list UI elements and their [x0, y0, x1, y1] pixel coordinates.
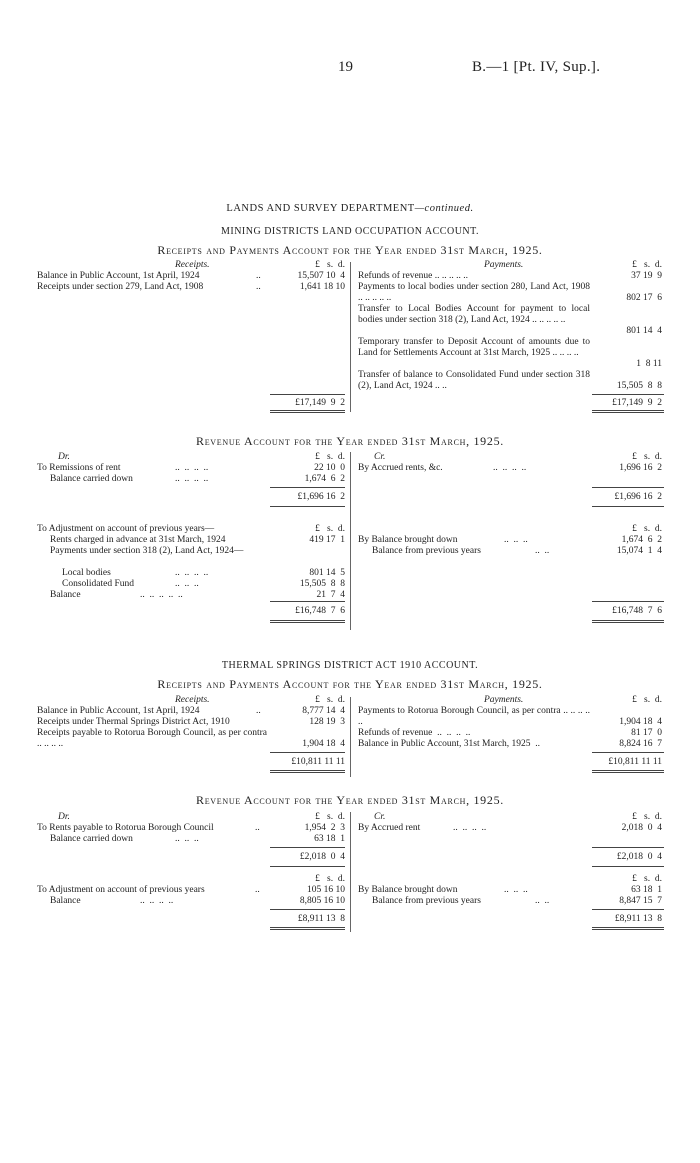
thermal-rev2-lsd-left: £ s. d.	[315, 874, 345, 884]
thermal-rev1-total-right: £2,018 0 4	[616, 852, 662, 862]
mining-rev1-rule-right	[592, 487, 664, 488]
mining-rev2-left-4-dots: .. .. .. ..	[175, 568, 209, 578]
thermal-rev2-left-2-dots: .. .. .. ..	[140, 896, 174, 906]
mining-account-title: MINING DISTRICTS LAND OCCUPATION ACCOUNT.	[220, 226, 479, 237]
thermal-receipt-1-amount: 8,777 14 4	[302, 706, 345, 716]
thermal-rp-rule-right	[592, 752, 664, 753]
thermal-rev2-total-right: £8,911 13 8	[614, 914, 662, 924]
mining-rev2-right-2-amount: 15,074 1 4	[616, 546, 662, 556]
mining-receipt-2-amount: 1,641 18 10	[299, 282, 345, 292]
thermal-rp-total-left: £10,811 11 11	[291, 757, 345, 767]
thermal-rev1-left-2-dots: .. .. ..	[175, 834, 199, 844]
thermal-rp-dbl-right	[592, 770, 664, 773]
thermal-payments-label: Payments.	[484, 695, 524, 705]
mining-rev2-left-2-text: Rents charged in advance at 31st March, 1924	[50, 535, 226, 545]
thermal-rev2-right-1-amount: 63 18 1	[631, 885, 662, 895]
mining-payment-4-text: Temporary transfer to Deposit Account of amounts due to Land for Settlements Account at 31st March, 1925 .. .. .. ..	[358, 337, 590, 358]
mining-rp-dbl-left	[270, 410, 345, 413]
mining-receipt-1-dots: ..	[256, 271, 261, 281]
thermal-rev1-right-1-text: By Accrued rent	[358, 823, 421, 833]
thermal-rev2-left-2-text: Balance	[50, 896, 81, 906]
thermal-rev-lsd-left: £ s. d.	[315, 812, 345, 822]
mining-rev2-right-1-dots: .. .. ..	[504, 535, 528, 545]
mining-rev1-left-2-amount: 1,674 6 2	[304, 474, 345, 484]
thermal-rev2-right-2-dots: .. ..	[535, 896, 550, 906]
mining-rev2-right-1-text: By Balance brought down	[358, 535, 458, 545]
mining-payments-label: Payments.	[484, 260, 524, 270]
mining-payment-1-amount: 37 19 9	[631, 271, 662, 281]
thermal-rev2-dbl-right	[592, 927, 664, 930]
thermal-dr-label: Dr.	[58, 812, 70, 822]
thermal-payments-lsd: £ s. d.	[632, 695, 662, 705]
thermal-rev2-left-2-amount: 8,805 16 10	[299, 896, 345, 906]
mining-receipt-2-text: Receipts under section 279, Land Act, 1908	[37, 282, 204, 292]
thermal-rev1-close-right	[592, 866, 664, 867]
thermal-receipts-lsd: £ s. d.	[315, 695, 345, 705]
department-name: LANDS AND SURVEY DEPARTMENT	[226, 203, 415, 214]
thermal-rev1-left-1-text: To Rents payable to Rotorua Borough Council	[37, 823, 214, 833]
thermal-rev1-left-2-amount: 63 18 1	[314, 834, 345, 844]
thermal-rev1-total-left: £2,018 0 4	[299, 852, 345, 862]
thermal-rev2-right-2-amount: 8,847 15 7	[619, 896, 662, 906]
mining-rev2-right-2-dots: .. ..	[535, 546, 550, 556]
thermal-payment-3-text: Balance in Public Account, 31st March, 1925 ..	[358, 739, 541, 749]
mining-rev1-right-1-dots: .. .. .. ..	[493, 463, 527, 473]
mining-payment-5-amount: 15,505 8 8	[616, 381, 662, 391]
mining-rp-heading: Receipts and Payments Account for the Year ended 31st March, 1925.	[157, 243, 543, 257]
page-number: 19	[338, 59, 353, 75]
thermal-rev2-left-1-amount: 105 16 10	[307, 885, 345, 895]
mining-rev-heading: Revenue Account for the Year ended 31st March, 1925.	[196, 434, 504, 448]
thermal-rev1-right-1-dots: .. .. .. ..	[453, 823, 487, 833]
department-suffix: —continued.	[414, 203, 474, 214]
mining-rev1-right-1-text: By Accrued rents, &c.	[358, 463, 443, 473]
thermal-rev-heading: Revenue Account for the Year ended 31st March, 1925.	[196, 793, 504, 807]
mining-receipt-2-dots: ..	[256, 282, 261, 292]
mining-cr-label: Cr.	[374, 452, 386, 462]
mining-rev-lsd-right: £ s. d.	[632, 452, 662, 462]
mining-rev-lsd-left: £ s. d.	[315, 452, 345, 462]
thermal-rev2-lsd-right: £ s. d.	[632, 874, 662, 884]
mining-payment-5-text: Transfer of balance to Consolidated Fund under section 318 (2), Land Act, 1924 .. ..	[358, 370, 590, 391]
thermal-payment-1-amount: 1,904 18 4	[619, 717, 662, 727]
thermal-rev2-right-1-dots: .. .. ..	[504, 885, 528, 895]
mining-rev2-left-6-amount: 21 7 4	[316, 590, 345, 600]
mining-payments-lsd: £ s. d.	[632, 260, 662, 270]
mining-rev2-left-2-amount: 419 17 1	[309, 535, 345, 545]
mining-rev2-left-6-text: Balance	[50, 590, 81, 600]
mining-rev1-rule-left	[270, 487, 345, 488]
mining-rev2-total-left: £16,748 7 6	[295, 606, 345, 616]
mining-rev2-left-3-text: Payments under section 318 (2), Land Act, 1924—	[50, 546, 244, 556]
mining-rev2-left-5-amount: 15,505 8 8	[299, 579, 345, 589]
mining-payment-3-amount: 801 14 4	[626, 326, 662, 336]
mining-receipt-1-text: Balance in Public Account, 1st April, 1924	[37, 271, 200, 281]
mining-payment-2-amount: 802 17 6	[626, 293, 662, 303]
mining-rev1-total-left: £1,696 16 2	[297, 492, 345, 502]
mining-payment-2-text: Payments to local bodies under section 280, Land Act, 1908 .. .. .. .. ..	[358, 282, 590, 303]
mining-rev1-close-left	[270, 506, 345, 507]
thermal-rev-lsd-right: £ s. d.	[632, 812, 662, 822]
thermal-rp-dbl-left	[270, 770, 345, 773]
thermal-receipt-2-text: Receipts under Thermal Springs District Act, 1910	[37, 717, 230, 727]
thermal-rp-rule-left	[270, 752, 345, 753]
thermal-rev2-right-1-text: By Balance brought down	[358, 885, 458, 895]
thermal-rev1-left-1-amount: 1,954 2 3	[304, 823, 345, 833]
mining-rev2-dbl-left	[270, 620, 345, 623]
thermal-rp-heading: Receipts and Payments Account for the Year ended 31st March, 1925.	[157, 677, 543, 691]
thermal-rp-divider	[350, 697, 351, 777]
thermal-receipt-3-text: Receipts payable to Rotorua Borough Council, as per contra .. .. .. ..	[37, 728, 267, 749]
mining-payment-4-amount: 1 8 11	[636, 359, 662, 369]
thermal-payment-2-text: Refunds of revenue .. .. .. ..	[358, 728, 471, 738]
thermal-rev1-rule-right	[592, 847, 664, 848]
mining-rev1-right-1-amount: 1,696 16 2	[619, 463, 662, 473]
thermal-rev2-left-1-text: To Adjustment on account of previous years	[37, 885, 205, 895]
mining-rp-dbl-right	[592, 410, 664, 413]
mining-rev1-left-1-dots: .. .. .. ..	[175, 463, 209, 473]
thermal-receipts-label: Receipts.	[175, 695, 210, 705]
mining-payment-1-text: Refunds of revenue .. .. .. .. ..	[358, 271, 469, 281]
thermal-rev1-close-left	[270, 866, 345, 867]
mining-rev2-rule-right	[592, 601, 664, 602]
mining-rp-total-left: £17,149 9 2	[295, 398, 345, 408]
thermal-rev2-total-left: £8,911 13 8	[297, 914, 345, 924]
thermal-payment-2-amount: 81 17 0	[631, 728, 662, 738]
mining-rev1-close-right	[592, 506, 664, 507]
mining-rev2-left-5-dots: .. .. ..	[175, 579, 199, 589]
mining-receipts-label: Receipts.	[175, 260, 210, 270]
thermal-rev-divider	[350, 812, 351, 932]
thermal-rev1-rule-left	[270, 847, 345, 848]
thermal-cr-label: Cr.	[374, 812, 386, 822]
thermal-rev1-left-1-dots: ..	[255, 823, 260, 833]
mining-payment-3-text: Transfer to Local Bodies Account for payment to local bodies under section 318 (2), Land Act, 1924 .. .. .. .. ..	[358, 304, 590, 325]
mining-rev2-left-1-text: To Adjustment on account of previous years—	[37, 524, 215, 534]
thermal-receipt-1-text: Balance in Public Account, 1st April, 1924	[37, 706, 200, 716]
mining-receipt-1-amount: 15,507 10 4	[297, 271, 345, 281]
thermal-receipt-3-amount: 1,904 18 4	[302, 739, 345, 749]
document-reference: B.—1 [Pt. IV, Sup.].	[472, 59, 601, 75]
mining-rev1-left-2-text: Balance carried down	[50, 474, 133, 484]
mining-rev2-left-5-text: Consolidated Fund	[62, 579, 135, 589]
department-title	[0, 203, 700, 214]
mining-receipts-lsd: £ s. d.	[315, 260, 345, 270]
mining-rev2-left-4-text: Local bodies	[62, 568, 111, 578]
mining-rp-total-right: £17,149 9 2	[612, 398, 662, 408]
mining-rev2-left-4-amount: 801 14 5	[309, 568, 345, 578]
mining-rev2-rule-left	[270, 601, 345, 602]
mining-rev2-lsd-right: £ s. d.	[632, 524, 662, 534]
mining-rev2-right-1-amount: 1,674 6 2	[621, 535, 662, 545]
mining-rev2-dbl-right	[592, 620, 664, 623]
thermal-payment-3-amount: 8,824 16 7	[619, 739, 662, 749]
thermal-rp-total-right: £10,811 11 11	[608, 757, 662, 767]
thermal-rev1-right-1-amount: 2,018 0 4	[621, 823, 662, 833]
mining-rev1-left-2-dots: .. .. .. ..	[175, 474, 209, 484]
thermal-receipt-1-dots: ..	[256, 706, 261, 716]
thermal-payment-1-text: Payments to Rotorua Borough Council, as per contra .. .. .. .. ..	[358, 706, 590, 727]
mining-rev2-left-6-dots: .. .. .. .. ..	[140, 590, 183, 600]
thermal-rev2-left-1-dots: ..	[255, 885, 260, 895]
thermal-rev2-rule-left	[270, 909, 345, 910]
mining-rev2-right-2-text: Balance from previous years	[372, 546, 481, 556]
thermal-rev2-dbl-left	[270, 927, 345, 930]
mining-rev2-lsd-left: £ s. d.	[315, 524, 345, 534]
mining-rev1-total-right: £1,696 16 2	[614, 492, 662, 502]
thermal-account-title: THERMAL SPRINGS DISTRICT ACT 1910 ACCOUNT.	[221, 660, 479, 671]
mining-rev1-left-1-text: To Remissions of rent	[37, 463, 121, 473]
mining-rp-rule-left	[270, 394, 345, 395]
mining-rev2-total-right: £16,748 7 6	[612, 606, 662, 616]
mining-rp-divider	[350, 262, 351, 412]
thermal-receipt-2-amount: 128 19 3	[309, 717, 345, 727]
mining-rev-divider	[350, 452, 351, 630]
thermal-rev2-rule-right	[592, 909, 664, 910]
thermal-rev1-left-2-text: Balance carried down	[50, 834, 133, 844]
mining-rp-rule-right	[592, 394, 664, 395]
mining-rev1-left-1-amount: 22 10 0	[314, 463, 345, 473]
thermal-rev2-right-2-text: Balance from previous years	[372, 896, 481, 906]
mining-dr-label: Dr.	[58, 452, 70, 462]
